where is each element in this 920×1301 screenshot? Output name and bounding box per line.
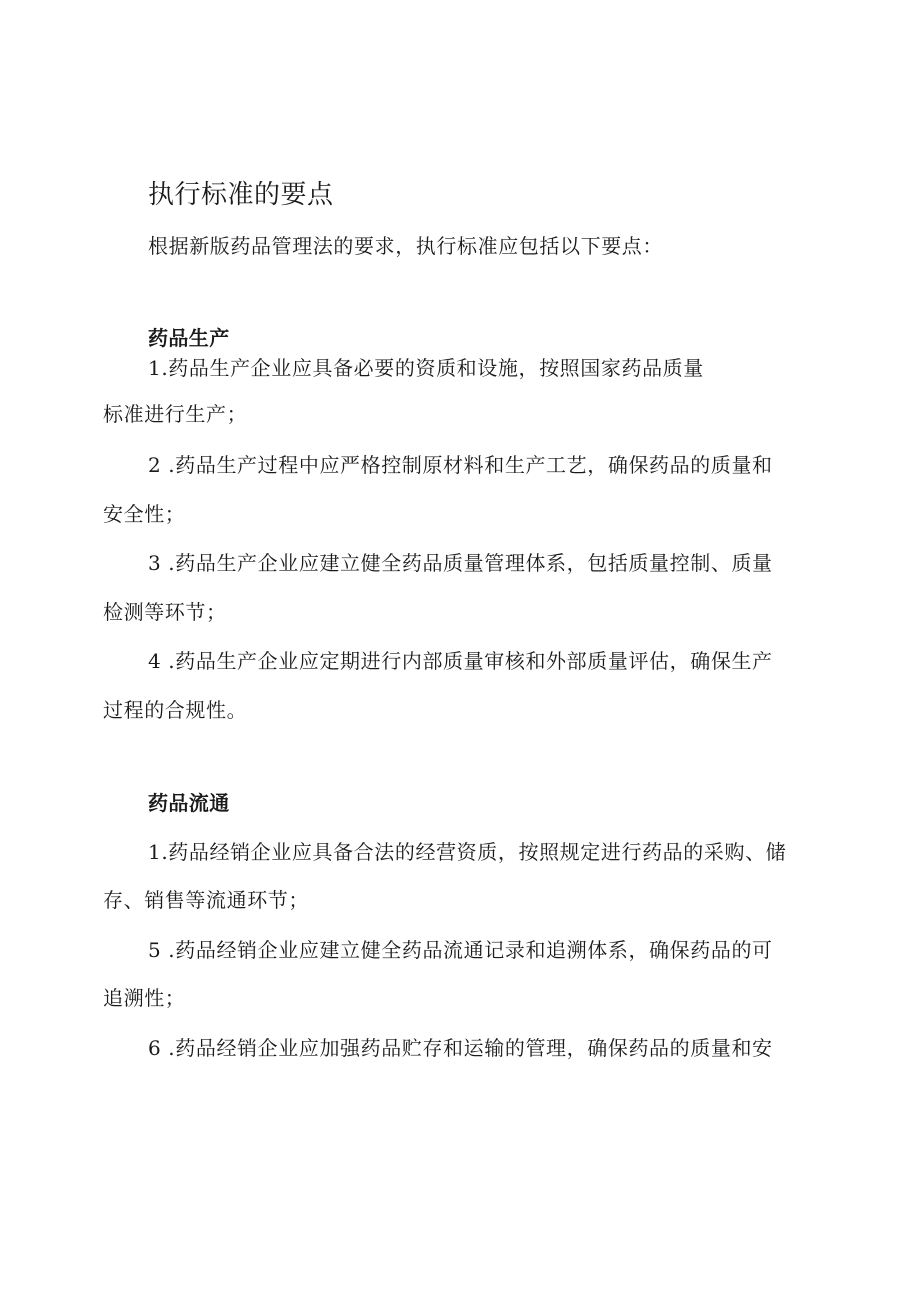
list-item-line: 检测等环节； (103, 600, 227, 624)
section-heading: 药品流通 (148, 791, 230, 815)
list-item-line: 1.药品经销企业应具备合法的经营资质，按照规定进行药品的采购、储 (148, 840, 787, 864)
list-item-line: 追溯性； (103, 986, 186, 1010)
intro-paragraph: 根据新版药品管理法的要求，执行标准应包括以下要点： (148, 234, 663, 258)
list-item-line: 安全性； (103, 502, 186, 526)
list-item-line: 6 .药品经销企业应加强药品贮存和运输的管理，确保药品的质量和安 (148, 1036, 773, 1060)
list-item-line: 过程的合规性。 (103, 698, 248, 722)
page-title: 执行标准的要点 (148, 180, 334, 210)
list-item-line: 存、销售等流通环节； (103, 888, 309, 912)
section-heading: 药品生产 (148, 326, 230, 350)
list-item-line: 4 .药品生产企业应定期进行内部质量审核和外部质量评估，确保生产 (148, 649, 773, 673)
list-item-line: 3 .药品生产企业应建立健全药品质量管理体系，包括质量控制、质量 (148, 551, 773, 575)
list-item-line: 5 .药品经销企业应建立健全药品流通记录和追溯体系，确保药品的可 (148, 938, 773, 962)
list-item-line: 标准进行生产； (103, 402, 248, 426)
list-item-line: 1.药品生产企业应具备必要的资质和设施，按照国家药品质量 (148, 356, 704, 380)
list-item-line: 2 .药品生产过程中应严格控制原材料和生产工艺，确保药品的质量和 (148, 453, 773, 477)
